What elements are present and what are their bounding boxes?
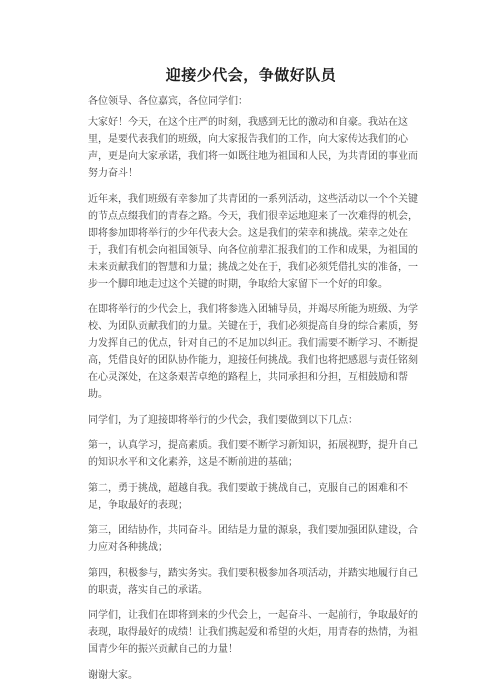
paragraph-point-1: 第一，认真学习，提高素质。我们要不断学习新知识，拓展视野，提升自己的知识水平和文化素养，这是不断前进的基础；: [88, 440, 418, 468]
paragraph-thanks: 谢谢大家。: [88, 669, 138, 681]
paragraph-point-2: 第二，勇于挑战，超越自我。我们要敢于挑战自己，克服自己的困难和不足，争取最好的表现；: [88, 482, 408, 511]
paragraph-greeting: 各位领导、各位嘉宾，各位同学们：: [88, 96, 248, 107]
paragraph-opening: 大家好！今天，在这个庄严的时刻，我感到无比的激动和自豪。我站在这里，是要代表我们的班级，向大家报告我们的工作，向大家传达我们的心声，更是向大家承诺，我们将一如既往地为祖国和人民，为共青团的事业而努力奋斗！: [88, 117, 418, 179]
paragraph-goals: 在即将举行的少代会上，我们将参选入团辅导员，并竭尽所能为班级、为学校、为团队贡献我们的力量。关键在于，我们必须提高自身的综合素质，努力发挥自己的优点，针对自己的不足加以纠正。我们需要不断学习、不断提高，凭借良好的团队协作能力，迎接任何挑战。我们也将把感恩与责任铭刻在心灵深处，在这条艰苦卓绝的路程上，共同承担和分担，互相鼓励和帮助。: [88, 304, 418, 400]
paragraph-background: 近年来，我们班级有幸参加了共青团的一系列活动，这些活动以一个个关键的节点点缀我们的青春之路。今天，我们很幸运地迎来了一次难得的机会，即将参加即将举行的少年代表大会。这是我们的荣幸和挑战。荣幸之处在于，我们有机会向祖国领导、向各位前辈汇报我们的工作和成果，为祖国的未来贡献我们的智慧和力量；挑战之处在于，我们必须凭借扎实的准备，一步一个脚印地走过这个关键的时期，争取给大家留下一个好的印象。: [88, 193, 418, 290]
paragraph-intro-points: 同学们，为了迎接即将举行的少代会，我们要做到以下几点：: [88, 414, 358, 426]
paragraph-point-3: 第三，团结协作，共同奋斗。团结是力量的源泉，我们要加强团队建设，合力应对各种挑战；: [88, 525, 418, 553]
paragraph-closing: 同学们，让我们在即将到来的少代会上，一起奋斗、一起前行，争取最好的表现，取得最好的成绩！让我们携起爱和希望的火炬，用青春的热情，为祖国青少年的振兴贡献自己的力量！: [88, 610, 418, 655]
document-body: [88, 93, 422, 692]
paragraph-point-4: 第四，积极参与，踏实务实。我们要积极参加各项活动，并踏实地履行自己的职责，落实自己的承诺。: [88, 567, 418, 596]
document-title: 迎接少代会，争做好队员: [165, 66, 337, 84]
